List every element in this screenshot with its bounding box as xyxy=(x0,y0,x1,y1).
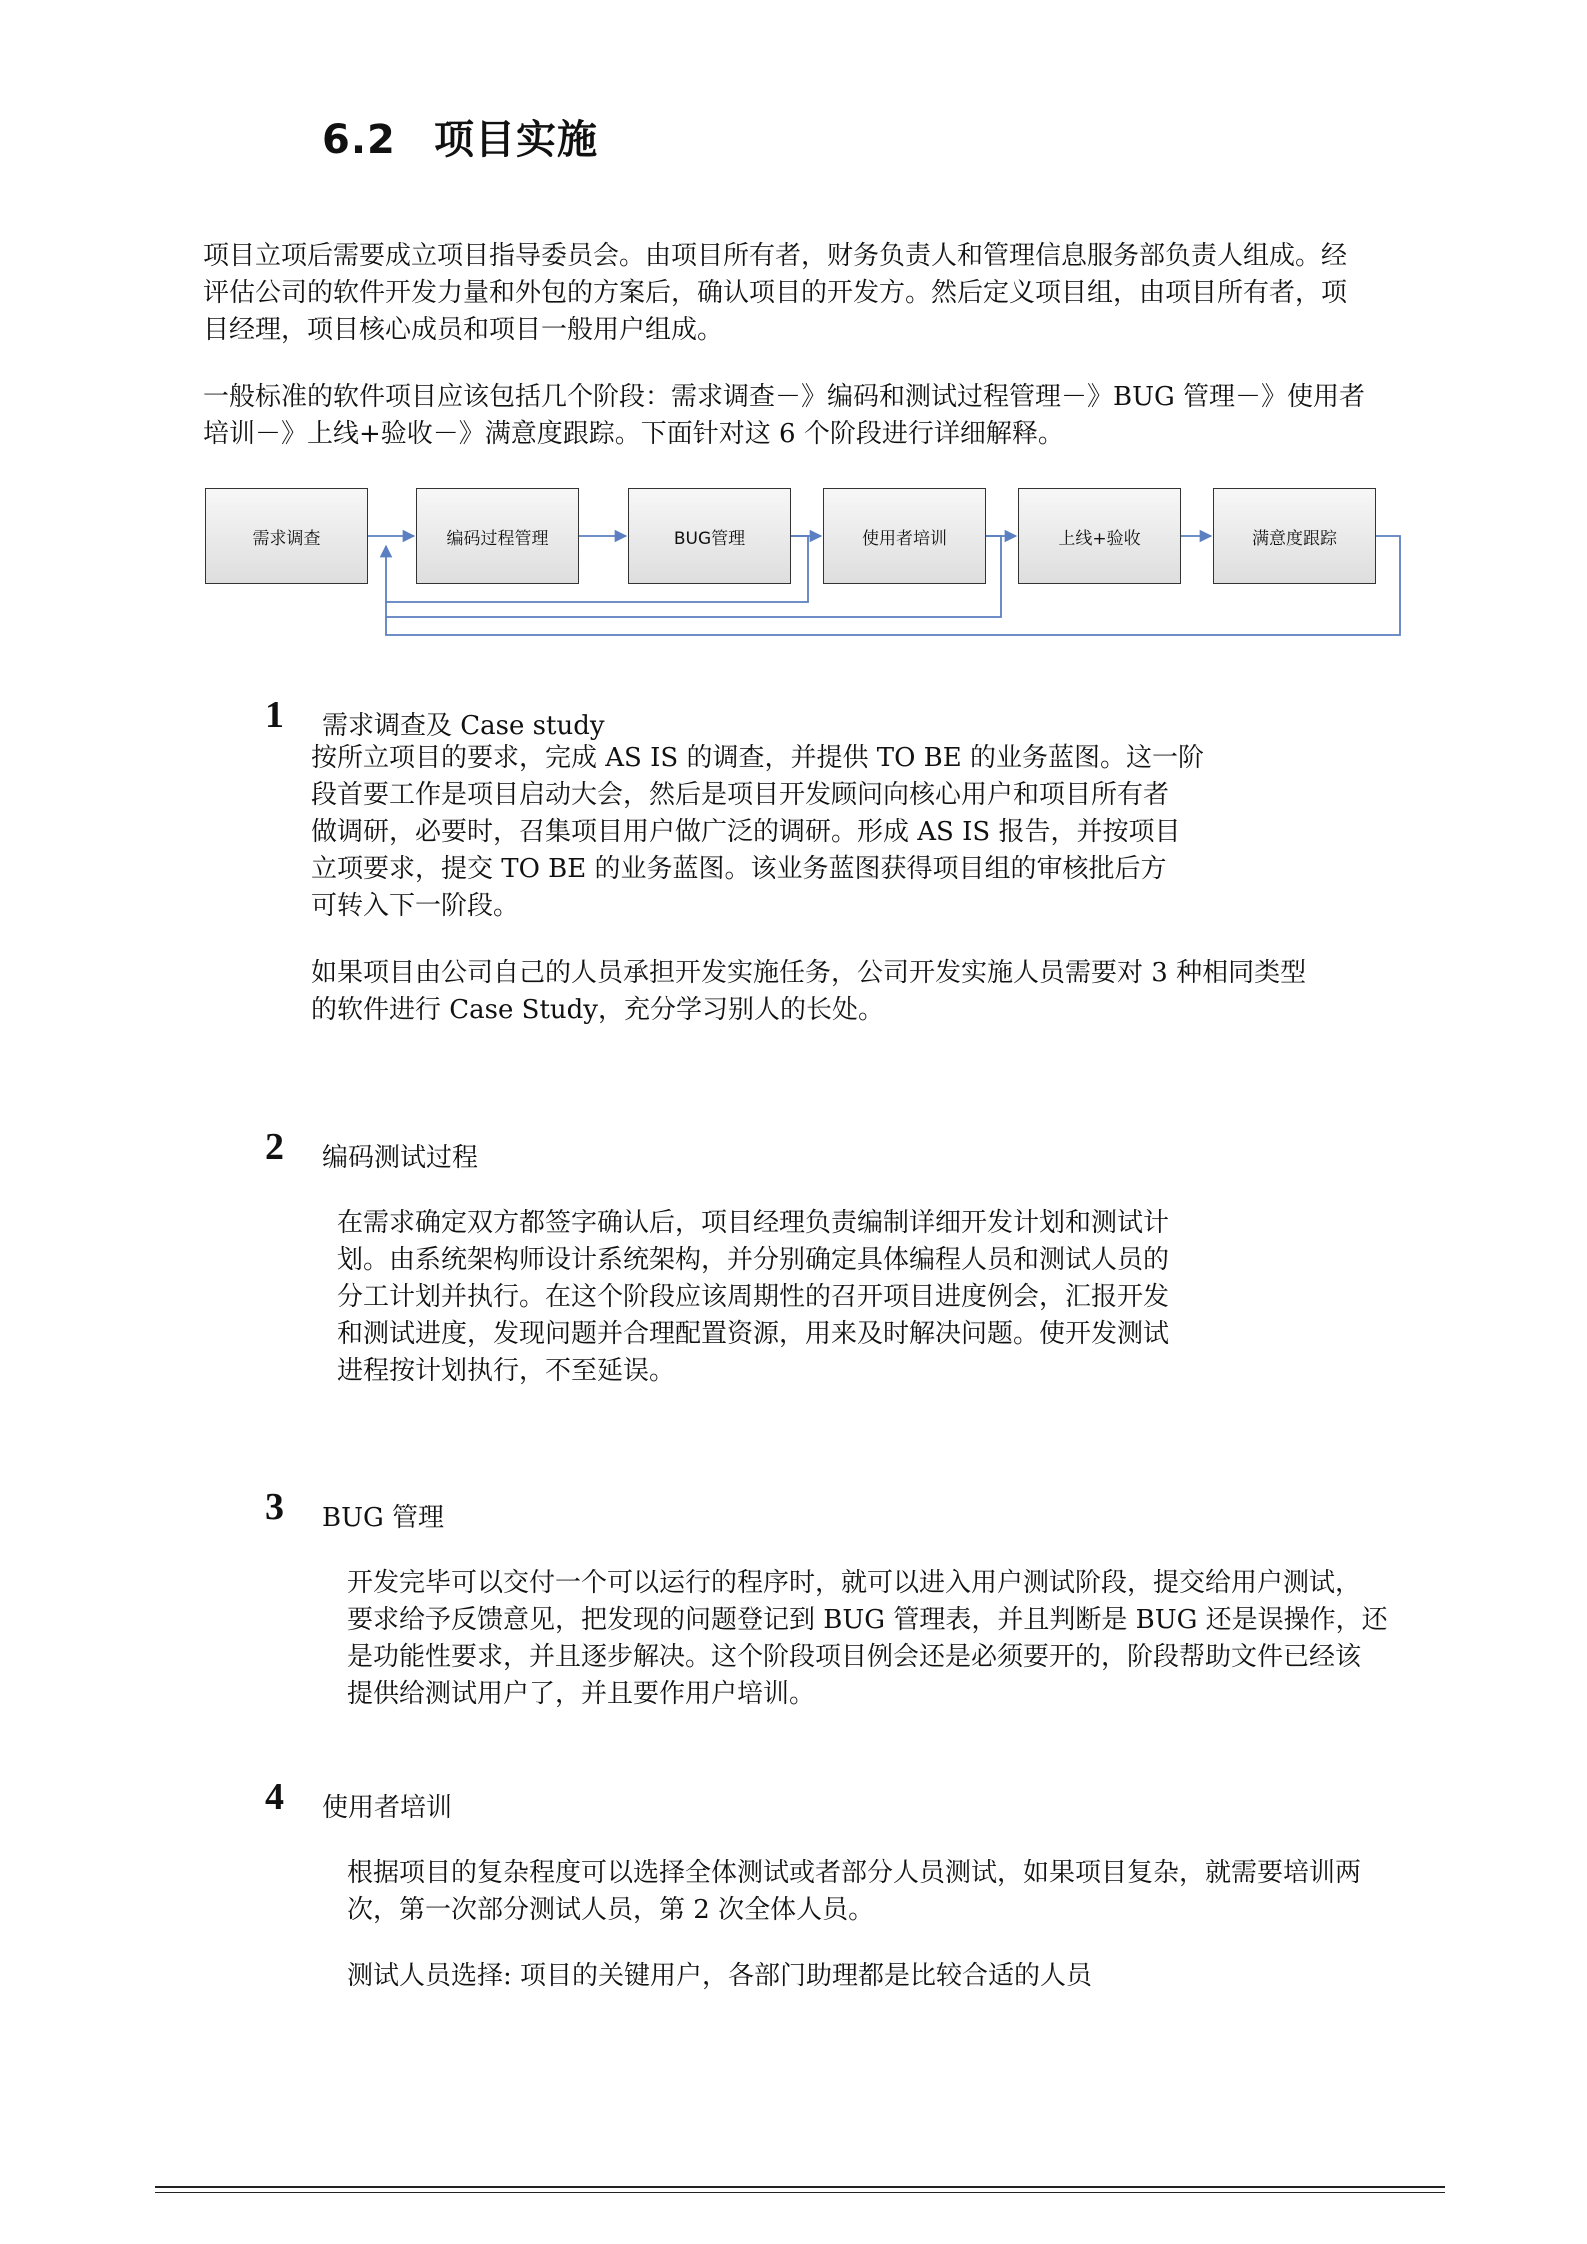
text-line: 一般标准的软件项目应该包括几个阶段：需求调查－》编码和测试过程管理－》BUG 管理－》使用者 xyxy=(203,382,1366,412)
text-line: 开发完毕可以交付一个可以运行的程序时，就可以进入用户测试阶段，提交给用户测试， xyxy=(347,1568,1362,1598)
text-line: 立项要求，提交 TO BE 的业务蓝图。该业务蓝图获得项目组的审核批后方 xyxy=(311,854,1167,884)
section-4-paragraph-1 xyxy=(347,1855,1361,1929)
section-1-paragraph-2 xyxy=(311,955,1306,1029)
section-2-number: 2 xyxy=(265,1126,284,1168)
section-4-paragraph-2 xyxy=(347,1958,1092,1995)
flow-connectors xyxy=(0,0,1587,700)
footer-rule-thick xyxy=(155,2186,1445,2188)
section-3-paragraph-1 xyxy=(347,1565,1388,1713)
section-1-number: 1 xyxy=(265,694,284,736)
text-line: 要求给予反馈意见，把发现的问题登记到 BUG 管理表，并且判断是 BUG 还是误操作，还 xyxy=(347,1605,1388,1635)
flow-step-coding: 编码过程管理 xyxy=(416,488,579,584)
heading-number: 6.2 xyxy=(322,117,396,163)
flow-step-training: 使用者培训 xyxy=(823,488,986,584)
text-line: 可转入下一阶段。 xyxy=(311,891,520,921)
text-line: 目经理，项目核心成员和项目一般用户组成。 xyxy=(203,315,724,345)
text-line: 进程按计划执行，不至延误。 xyxy=(337,1356,676,1386)
heading-text: 项目实施 xyxy=(434,117,598,163)
section-3-number: 3 xyxy=(265,1486,284,1528)
section-2-title: 编码测试过程 xyxy=(322,1143,479,1173)
text-line: 评估公司的软件开发力量和外包的方案后，确认项目的开发方。然后定义项目组，由项目所有者，项 xyxy=(203,278,1348,308)
text-line: 的软件进行 Case Study，充分学习别人的长处。 xyxy=(311,995,884,1025)
text-line: 测试人员选择: 项目的关键用户，各部门助理都是比较合适的人员 xyxy=(347,1961,1093,1991)
text-line: 做调研，必要时，召集项目用户做广泛的调研。形成 AS IS 报告，并按项目 xyxy=(311,817,1181,847)
text-line: 分工计划并执行。在这个阶段应该周期性的召开项目进度例会，汇报开发 xyxy=(337,1282,1170,1312)
text-line: 提供给测试用户了，并且要作用户培训。 xyxy=(347,1679,816,1709)
text-line: 是功能性要求，并且逐步解决。这个阶段项目例会还是必须要开的，阶段帮助文件已经该 xyxy=(347,1642,1362,1672)
text-line: 次，第一次部分测试人员，第 2 次全体人员。 xyxy=(347,1895,875,1925)
section-1-title: 需求调查及 Case study xyxy=(322,711,605,741)
text-line: 划。由系统架构师设计系统架构，并分别确定具体编程人员和测试人员的 xyxy=(337,1245,1170,1275)
text-line: 和测试进度，发现问题并合理配置资源，用来及时解决问题。使开发测试 xyxy=(337,1319,1170,1349)
flow-step-requirements: 需求调查 xyxy=(205,488,368,584)
text-line: 培训－》上线+验收－》满意度跟踪。下面针对这 6 个阶段进行详细解释。 xyxy=(203,419,1064,449)
flow-step-satisfaction: 满意度跟踪 xyxy=(1213,488,1376,584)
footer-rule-thin xyxy=(155,2192,1445,2193)
text-line: 项目立项后需要成立项目指导委员会。由项目所有者，财务负责人和管理信息服务部负责人组成。经 xyxy=(203,241,1348,271)
section-3-title: BUG 管理 xyxy=(322,1503,445,1533)
text-line: 在需求确定双方都签字确认后，项目经理负责编制详细开发计划和测试计 xyxy=(337,1208,1170,1238)
flow-step-bug: BUG管理 xyxy=(628,488,791,584)
text-line: 如果项目由公司自己的人员承担开发实施任务，公司开发实施人员需要对 3 种相同类型 xyxy=(311,958,1307,988)
text-line: 按所立项目的要求，完成 AS IS 的调查，并提供 TO BE 的业务蓝图。这一阶 xyxy=(311,743,1205,773)
section-4-number: 4 xyxy=(265,1776,284,1818)
section-4-title: 使用者培训 xyxy=(322,1793,453,1823)
text-line: 根据项目的复杂程度可以选择全体测试或者部分人员测试，如果项目复杂，就需要培训两 xyxy=(347,1858,1362,1888)
section-1-paragraph-1 xyxy=(311,740,1204,925)
flow-step-golive: 上线+验收 xyxy=(1018,488,1181,584)
section-2-paragraph-1 xyxy=(337,1205,1169,1390)
text-line: 段首要工作是项目启动大会，然后是项目开发顾问向核心用户和项目所有者 xyxy=(311,780,1170,810)
